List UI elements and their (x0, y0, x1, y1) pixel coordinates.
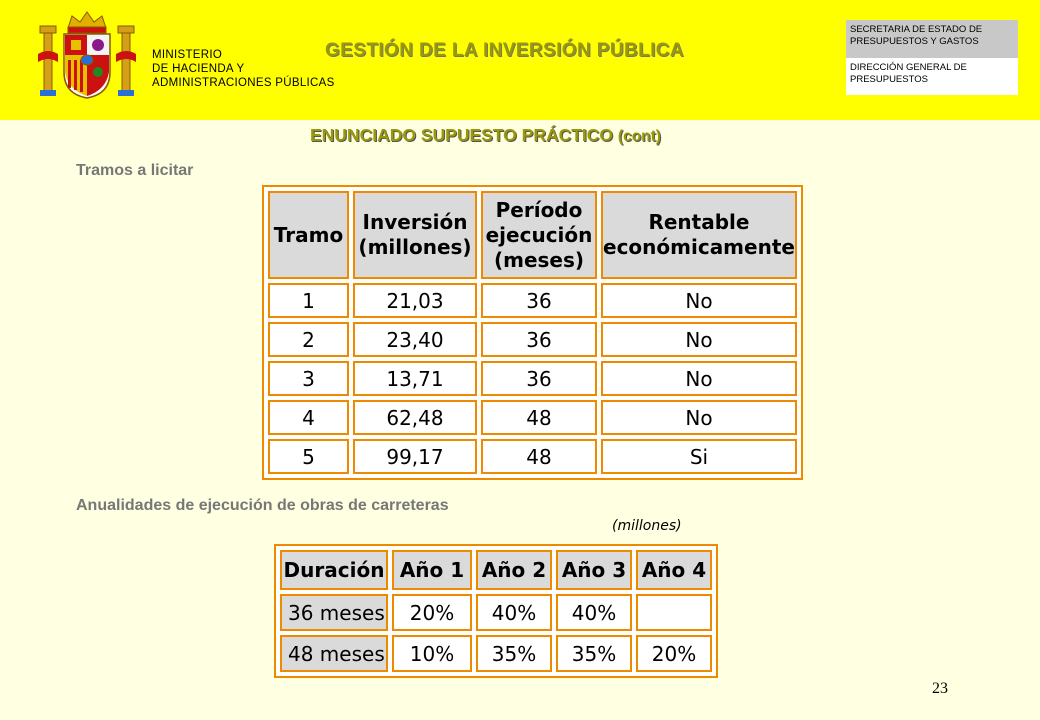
cell: 13,71 (353, 361, 477, 396)
header-bar (0, 0, 1040, 120)
cell: No (601, 361, 797, 396)
cell: 4 (268, 400, 349, 435)
header-tramo: Tramo (268, 191, 349, 279)
table-row (268, 439, 797, 474)
coat-of-arms-icon (38, 10, 136, 102)
ministry-name (152, 48, 335, 90)
cell: No (601, 283, 797, 318)
table-row (268, 283, 797, 318)
anualidades-label: Anualidades de ejecución de obras de carreteras (76, 497, 449, 514)
cell: 48 (481, 400, 597, 435)
table-header-row (268, 191, 797, 279)
cell: 36 meses (280, 594, 388, 631)
ministry-line-3: ADMINISTRACIONES PÚBLICAS (152, 77, 335, 89)
cell: 20% (392, 594, 472, 631)
cell: 21,03 (353, 283, 477, 318)
cell: 48 meses (280, 635, 388, 672)
secretaria-box: SECRETARIA DE ESTADO DE PRESUPUESTOS Y GASTOS (846, 20, 1018, 58)
table-header-row (280, 550, 712, 590)
table-row (268, 322, 797, 357)
anualidades-table (274, 544, 718, 678)
header-ano-3: Año 3 (556, 550, 632, 590)
cell: 5 (268, 439, 349, 474)
header-ano-4: Año 4 (636, 550, 712, 590)
ministry-line-2: DE HACIENDA Y (152, 63, 245, 75)
cell: 35% (556, 635, 632, 672)
header-ano-1: Año 1 (392, 550, 472, 590)
table-row (280, 594, 712, 631)
ministry-line-1: MINISTERIO (152, 49, 223, 61)
cell: 48 (481, 439, 597, 474)
section-title-main: ENUNCIADO SUPUESTO PRÁCTICO (310, 125, 614, 145)
cell: 40% (476, 594, 552, 631)
section-title (310, 125, 661, 146)
cell: 10% (392, 635, 472, 672)
section-title-suffix: (cont) (617, 128, 661, 145)
tramos-label: Tramos a licitar (76, 162, 194, 179)
cell: 20% (636, 635, 712, 672)
cell: 36 (481, 361, 597, 396)
cell: Si (601, 439, 797, 474)
cell: 36 (481, 283, 597, 318)
cell: 36 (481, 322, 597, 357)
tramos-table (262, 185, 803, 480)
direccion-box: DIRECCIÓN GENERAL DE PRESUPUESTOS (846, 58, 1018, 95)
cell: No (601, 322, 797, 357)
header-inversion: Inversión (millones) (353, 191, 477, 279)
table-row (280, 635, 712, 672)
header-rentable: Rentable económicamente (601, 191, 797, 279)
table-row (268, 361, 797, 396)
cell: 40% (556, 594, 632, 631)
page-number: 23 (932, 680, 948, 697)
cell: 62,48 (353, 400, 477, 435)
header-ano-2: Año 2 (476, 550, 552, 590)
table-row (268, 400, 797, 435)
units-note: (millones) (612, 518, 682, 534)
cell: 1 (268, 283, 349, 318)
cell: 23,40 (353, 322, 477, 357)
page-title: GESTIÓN DE LA INVERSIÓN PÚBLICA (325, 40, 685, 61)
header-periodo: Período ejecución (meses) (481, 191, 597, 279)
cell (636, 594, 712, 631)
cell: No (601, 400, 797, 435)
cell: 2 (268, 322, 349, 357)
cell: 35% (476, 635, 552, 672)
cell: 3 (268, 361, 349, 396)
cell: 99,17 (353, 439, 477, 474)
header-duracion: Duración (280, 550, 388, 590)
